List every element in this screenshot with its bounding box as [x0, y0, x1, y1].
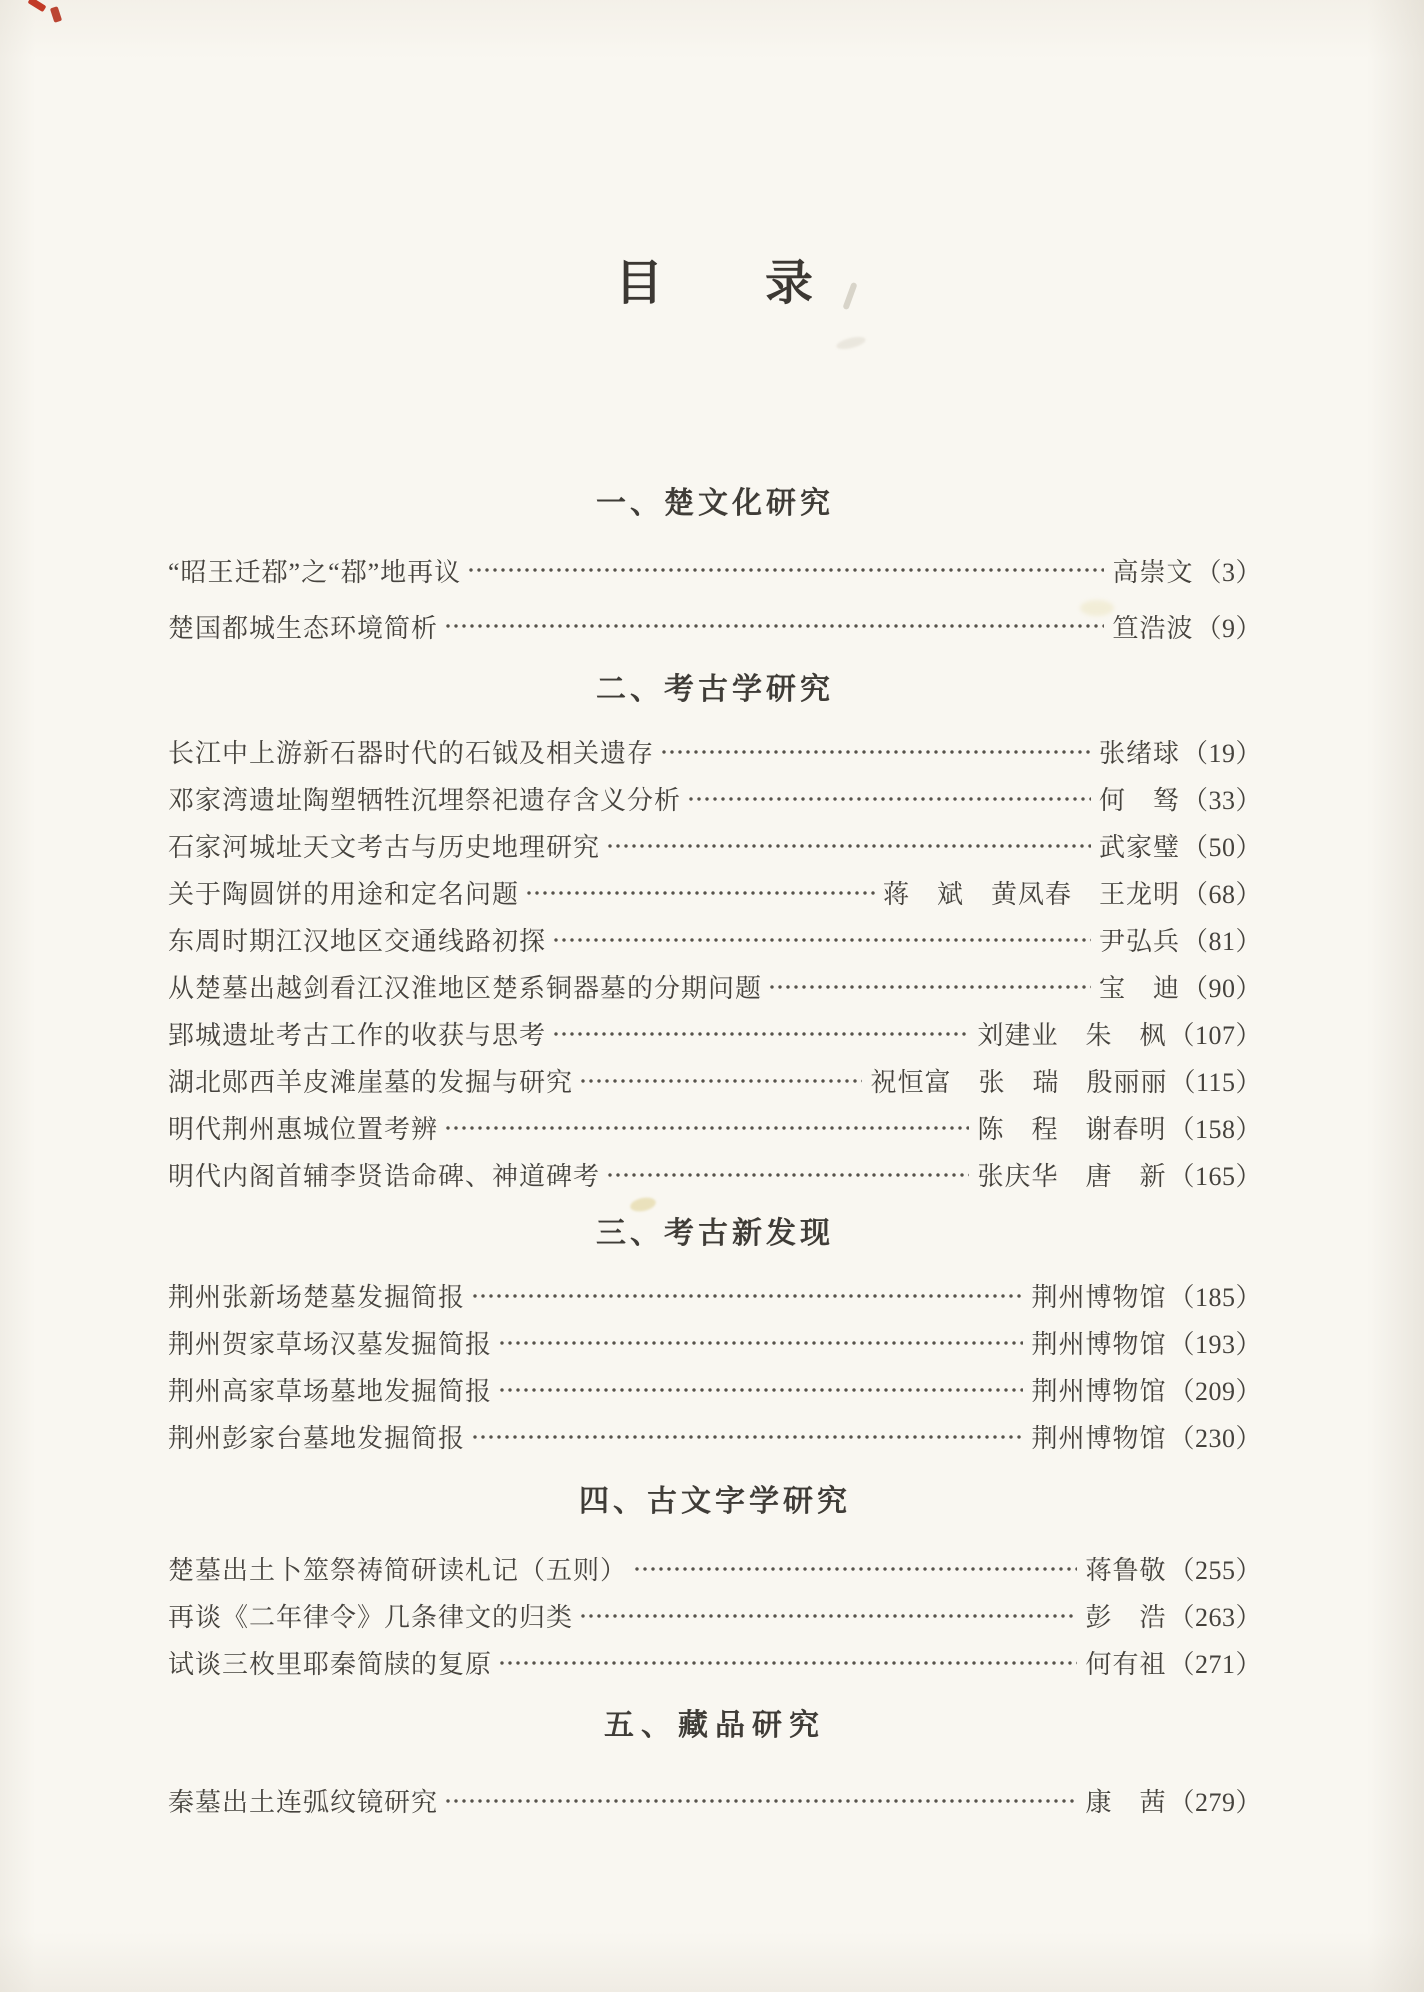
- entry-title: 长江中上游新石器时代的石钺及相关遗存: [168, 739, 655, 768]
- dot-leader: [444, 1104, 969, 1151]
- toc-entry: [168, 1413, 1262, 1460]
- entry-author: 蒋鲁敬: [1085, 1556, 1167, 1585]
- entry-title: 关于陶圆饼的用途和定名问题: [168, 880, 520, 909]
- entry-page: （107）: [1168, 1021, 1262, 1050]
- entry-author: 宝 迪: [1098, 974, 1180, 1003]
- entry-author: 尹弘兵: [1098, 927, 1180, 956]
- section-heading-2: 二、考古学研究: [596, 673, 834, 706]
- section-heading-4: 四、古文字学研究: [579, 1485, 851, 1518]
- toc-entry: [168, 728, 1262, 775]
- dot-leader: [471, 1413, 1023, 1460]
- toc-entry: [168, 542, 1262, 598]
- entry-page: （50）: [1181, 833, 1262, 862]
- entry-author: 高崇文: [1112, 557, 1194, 587]
- dot-leader: [498, 1639, 1077, 1686]
- entry-title: 石家河城址天文考古与历史地理研究: [168, 833, 601, 862]
- entry-author: 彭 浩: [1085, 1603, 1167, 1632]
- toc-entry: [168, 1319, 1262, 1366]
- toc-entry: [168, 1104, 1262, 1151]
- entry-author: 张绪球: [1098, 739, 1180, 768]
- entry-author: 祝恒富 张 瑞 殷丽丽: [870, 1068, 1168, 1097]
- section-list-4: [168, 1545, 1262, 1686]
- entry-page: （230）: [1168, 1424, 1262, 1453]
- section-list-3: [168, 1272, 1262, 1460]
- entry-page: （33）: [1181, 786, 1262, 815]
- entry-title: 荆州彭家台墓地发掘简报: [168, 1424, 466, 1453]
- entry-author: 笪浩波: [1112, 613, 1194, 643]
- entry-title: 荆州贺家草场汉墓发掘简报: [168, 1330, 493, 1359]
- toc-entry: [168, 869, 1262, 916]
- entry-page: （9）: [1195, 613, 1262, 643]
- toc-entry: [168, 1777, 1262, 1824]
- dot-leader: [525, 869, 875, 916]
- toc-entry: [168, 598, 1262, 654]
- entry-page: （90）: [1181, 974, 1262, 1003]
- entry-title: 楚国都城生态环境简析: [168, 613, 439, 643]
- toc-entry: [168, 963, 1262, 1010]
- toc-entry: [168, 1272, 1262, 1319]
- section-list-1: [168, 542, 1262, 654]
- toc-entry: [168, 1545, 1262, 1592]
- dot-leader: [444, 598, 1104, 654]
- entry-page: （209）: [1168, 1377, 1262, 1406]
- entry-title: 荆州高家草场墓地发掘简报: [168, 1377, 493, 1406]
- entry-author: 康 茜: [1085, 1788, 1167, 1817]
- entry-page: （193）: [1168, 1330, 1262, 1359]
- toc-entry: [168, 1151, 1262, 1198]
- entry-title: 明代内阁首辅李贤诰命碑、神道碑考: [168, 1162, 601, 1191]
- entry-page: （115）: [1169, 1068, 1262, 1097]
- dot-leader: [498, 1366, 1023, 1413]
- entry-page: （185）: [1168, 1283, 1262, 1312]
- toc-entry: [168, 1592, 1262, 1639]
- toc-entry: [168, 916, 1262, 963]
- entry-author: 荆州博物馆: [1031, 1283, 1167, 1312]
- entry-title: 邓家湾遗址陶塑牺牲沉埋祭祀遗存含义分析: [168, 786, 682, 815]
- dot-leader: [606, 822, 1091, 869]
- entry-title: 秦墓出土连弧纹镜研究: [168, 1788, 439, 1817]
- section-list-2: [168, 728, 1262, 1198]
- section-list-5: [168, 1777, 1262, 1824]
- entry-page: （279）: [1168, 1788, 1262, 1817]
- entry-author: 何有祖: [1085, 1650, 1167, 1679]
- dot-leader: [579, 1057, 862, 1104]
- entry-page: （271）: [1168, 1650, 1262, 1679]
- toc-entry: [168, 1057, 1262, 1104]
- toc-entry: [168, 775, 1262, 822]
- entry-author: 荆州博物馆: [1031, 1330, 1167, 1359]
- entry-page: （68）: [1181, 880, 1262, 909]
- entry-author: 荆州博物馆: [1031, 1377, 1167, 1406]
- dot-leader: [606, 1151, 969, 1198]
- dot-leader: [768, 963, 1091, 1010]
- toc-entry: [168, 822, 1262, 869]
- entry-page: （165）: [1168, 1162, 1262, 1191]
- entry-title: 湖北郧西羊皮滩崖墓的发掘与研究: [168, 1068, 574, 1097]
- section-heading-3: 三、考古新发现: [596, 1217, 834, 1250]
- entry-title: 从楚墓出越剑看江汉淮地区楚系铜器墓的分期问题: [168, 974, 763, 1003]
- dot-leader: [467, 542, 1104, 598]
- entry-author: 刘建业 朱 枫: [977, 1021, 1167, 1050]
- dot-leader: [633, 1545, 1077, 1592]
- entry-page: （3）: [1195, 557, 1262, 587]
- entry-page: （81）: [1181, 927, 1262, 956]
- entry-author: 陈 程 谢春明: [977, 1115, 1167, 1144]
- dot-leader: [471, 1272, 1023, 1319]
- toc-entry: [168, 1639, 1262, 1686]
- entry-title: “昭王迁鄀”之“鄀”地再议: [168, 557, 462, 587]
- dot-leader: [498, 1319, 1023, 1366]
- entry-author: 蒋 斌 黄凤春 王龙明: [882, 880, 1180, 909]
- page-title: 目 录: [614, 257, 815, 310]
- entry-page: （19）: [1181, 739, 1262, 768]
- dot-leader: [552, 1010, 969, 1057]
- dot-leader: [444, 1777, 1077, 1824]
- entry-page: （255）: [1168, 1556, 1262, 1585]
- entry-title: 试谈三枚里耶秦简牍的复原: [168, 1650, 493, 1679]
- dot-leader: [552, 916, 1091, 963]
- section-heading-5: 五、藏品研究: [604, 1709, 826, 1742]
- toc-entry: [168, 1010, 1262, 1057]
- entry-title: 再谈《二年律令》几条律文的归类: [168, 1603, 574, 1632]
- entry-title: 东周时期江汉地区交通线路初探: [168, 927, 547, 956]
- entry-title: 郢城遗址考古工作的收获与思考: [168, 1021, 547, 1050]
- dot-leader: [579, 1592, 1077, 1639]
- entry-title: 明代荆州惠城位置考辨: [168, 1115, 439, 1144]
- entry-page: （263）: [1168, 1603, 1262, 1632]
- entry-page: （158）: [1168, 1115, 1262, 1144]
- entry-title: 楚墓出土卜筮祭祷简研读札记（五则）: [168, 1556, 628, 1585]
- dot-leader: [660, 728, 1091, 775]
- toc-entry: [168, 1366, 1262, 1413]
- entry-author: 何 驽: [1098, 786, 1180, 815]
- dot-leader: [687, 775, 1091, 822]
- entry-author: 张庆华 唐 新: [977, 1162, 1167, 1191]
- entry-title: 荆州张新场楚墓发掘简报: [168, 1283, 466, 1312]
- section-heading-1: 一、楚文化研究: [596, 487, 834, 520]
- entry-author: 荆州博物馆: [1031, 1424, 1167, 1453]
- entry-author: 武家璧: [1098, 833, 1180, 862]
